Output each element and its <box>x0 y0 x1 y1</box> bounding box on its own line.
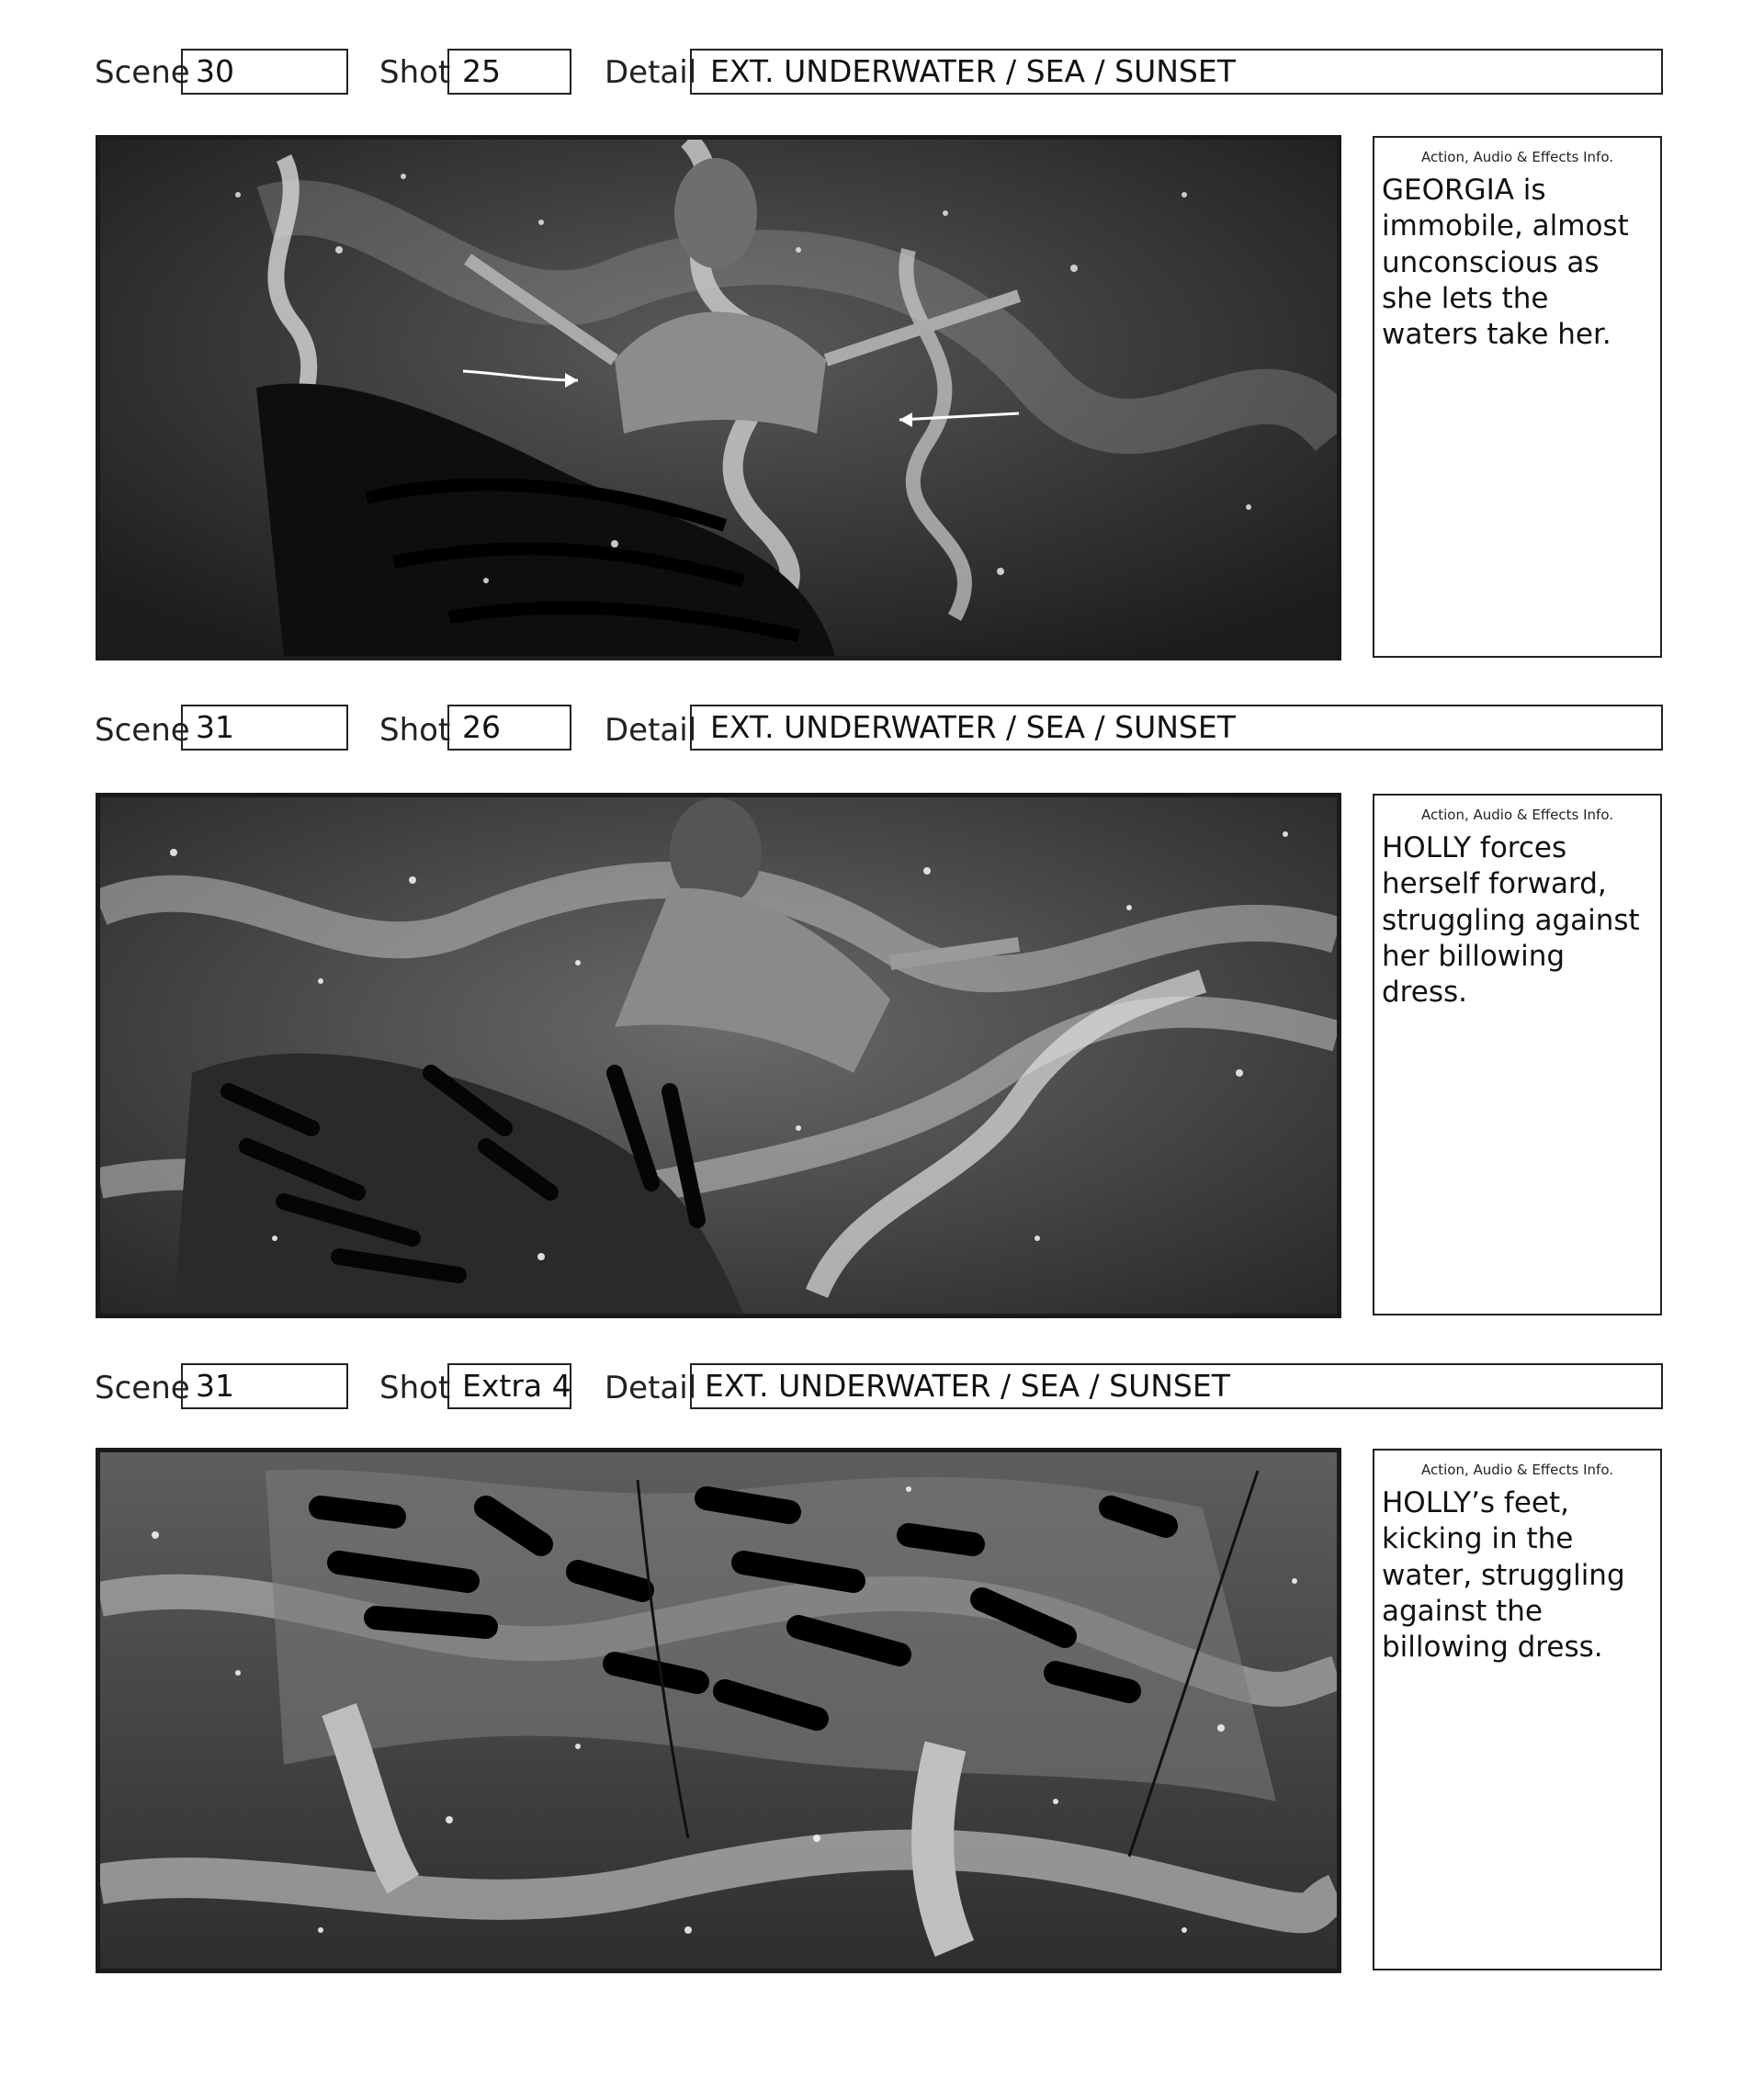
notes-box-1 <box>1373 136 1662 658</box>
shot-label: Shot <box>379 1370 451 1406</box>
scene-label: Scene <box>95 1370 190 1406</box>
underwater-sketch-holly <box>100 797 1337 1314</box>
shot-label: Shot <box>379 54 451 91</box>
shot-number-field[interactable]: Extra 4 <box>447 1363 571 1409</box>
detail-field[interactable]: EXT. UNDERWATER / SEA / SUNSET <box>690 49 1663 95</box>
detail-label: Detail <box>605 1370 697 1406</box>
storyboard-panel-1 <box>96 135 1341 660</box>
shot-number-field[interactable]: 26 <box>447 705 571 751</box>
storyboard-panel-2 <box>96 793 1341 1318</box>
notes-heading: Action, Audio & Effects Info. <box>1420 1462 1614 1478</box>
notes-heading: Action, Audio & Effects Info. <box>1420 149 1614 165</box>
scene-number-field[interactable]: 31 <box>181 1363 348 1409</box>
detail-label: Detail <box>605 712 697 749</box>
notes-text: HOLLY’s feet, kicking in the water, struggling against the billowing dress. <box>1382 1486 1625 1665</box>
notes-box-3 <box>1373 1449 1662 1970</box>
notes-box-2 <box>1373 794 1662 1315</box>
shot-number-field[interactable]: 25 <box>447 49 571 95</box>
notes-text: HOLLY forces herself forward, struggling against her billowing dress. <box>1382 831 1640 1010</box>
notes-text: GEORGIA is immobile, almost unconscious as she lets the waters take her. <box>1382 174 1629 352</box>
notes-heading: Action, Audio & Effects Info. <box>1420 807 1614 823</box>
scene-label: Scene <box>95 712 190 749</box>
shot-label: Shot <box>379 712 451 749</box>
underwater-sketch-georgia <box>100 140 1337 656</box>
detail-field[interactable]: EXT. UNDERWATER / SEA / SUNSET <box>690 705 1663 751</box>
scene-number-field[interactable]: 31 <box>181 705 348 751</box>
storyboard-panel-3 <box>96 1448 1341 1973</box>
underwater-sketch-feet <box>100 1452 1337 1969</box>
detail-label: Detail <box>605 54 697 91</box>
scene-label: Scene <box>95 54 190 91</box>
scene-number-field[interactable]: 30 <box>181 49 348 95</box>
detail-field[interactable]: EXT. UNDERWATER / SEA / SUNSET <box>690 1363 1663 1409</box>
